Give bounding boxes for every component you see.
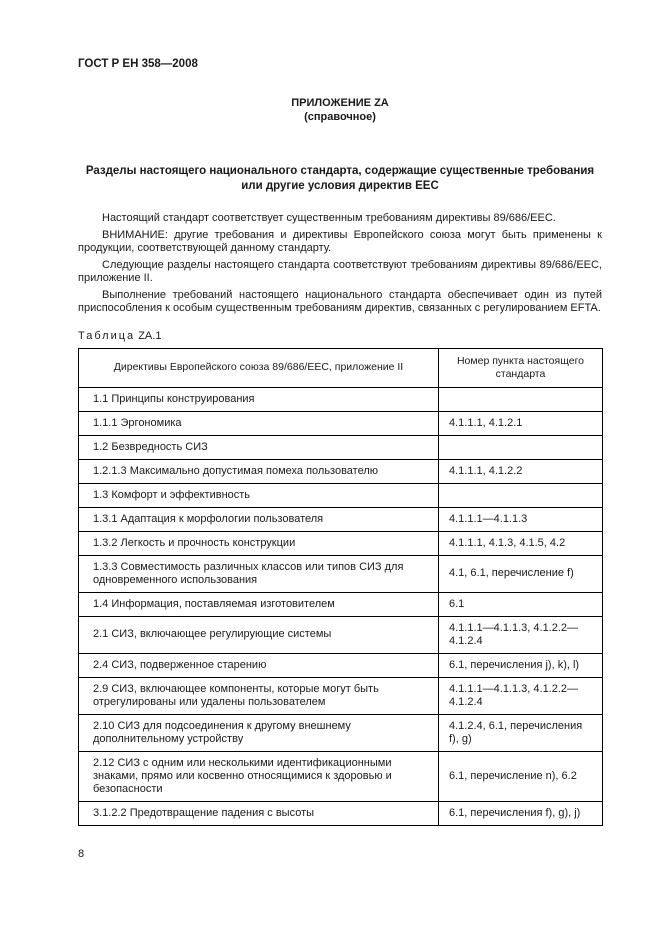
table-row — [79, 751, 603, 801]
table-label — [78, 330, 602, 342]
section-title: Разделы настоящего национального стандарта, содержащие существенные требования или другие условия директив ЕЕС — [85, 165, 595, 192]
table-row — [79, 555, 603, 592]
directive-cell: 2.10 СИЗ для подсоединения к другому внешнему дополнительному устройству — [79, 714, 439, 751]
directive-cell: 2.12 СИЗ с одним или несколькими идентификационными знаками, прямо или косвенно относящимися к здоровью и безопасности — [79, 751, 439, 801]
table-row — [79, 801, 603, 825]
appendix-heading — [78, 96, 602, 124]
column-header-directives: Директивы Европейского союза 89/686/ЕЕС, приложение II — [79, 348, 439, 387]
table-row — [79, 531, 603, 555]
table-label-number: ZA.1 — [138, 329, 162, 342]
appendix-title: ПРИЛОЖЕНИЕ ZA — [291, 97, 389, 109]
column-header-clauses: Номер пункта настоящего стандарта — [439, 348, 603, 387]
clause-cell: 4.1.1.1—4.1.1.3 — [439, 507, 603, 531]
requirements-table — [78, 348, 603, 826]
table-row — [79, 459, 603, 483]
directive-cell: 1.3.3 Совместимость различных классов или типов СИЗ для одновременного использования — [79, 555, 439, 592]
directive-cell: 1.4 Информация, поставляемая изготовителем — [79, 592, 439, 616]
table-row — [79, 616, 603, 653]
table-row — [79, 653, 603, 677]
clause-cell: 4.1.1.1, 4.1.2.2 — [439, 459, 603, 483]
page-number: 8 — [78, 848, 85, 860]
table-row — [79, 387, 603, 411]
clause-cell: 4.1.1.1, 4.1.3, 4.1.5, 4.2 — [439, 531, 603, 555]
clause-cell — [439, 435, 603, 459]
clause-cell: 4.1.1.1—4.1.1.3, 4.1.2.2—4.1.2.4 — [439, 616, 603, 653]
directive-cell: 1.2 Безвредность СИЗ — [79, 435, 439, 459]
directive-cell: 2.1 СИЗ, включающее регулирующие системы — [79, 616, 439, 653]
paragraph-warning: ВНИМАНИЕ: другие требования и директивы Европейского союза могут быть применены к продукции, соответствующей данному стандарту. — [78, 228, 602, 254]
clause-cell: 6.1 — [439, 592, 603, 616]
clause-cell: 6.1, перечисления j), k), l) — [439, 653, 603, 677]
table-row — [79, 714, 603, 751]
clause-cell: 4.1, 6.1, перечисление f) — [439, 555, 603, 592]
document-number: ГОСТ Р ЕН 358—2008 — [78, 58, 198, 70]
table-header-row — [79, 348, 603, 387]
directive-cell: 1.1.1 Эргономика — [79, 411, 439, 435]
table-row — [79, 411, 603, 435]
page-content — [78, 58, 602, 826]
paragraph: Выполнение требований настоящего национального стандарта обеспечивает один из путей приспособления к особым существенным требованиям директив, связанных с регулированием EFTA. — [78, 288, 602, 314]
directive-cell: 2.9 СИЗ, включающее компоненты, которые могут быть отрегулированы или удалены пользователем — [79, 677, 439, 714]
paragraph: Следующие разделы настоящего стандарта соответствуют требованиям директивы 89/686/ЕЕС, приложение II. — [78, 258, 602, 284]
clause-cell: 6.1, перечисление n), 6.2 — [439, 751, 603, 801]
table-row — [79, 483, 603, 507]
clause-cell: 4.1.1.1—4.1.1.3, 4.1.2.2—4.1.2.4 — [439, 677, 603, 714]
clause-cell: 6.1, перечисления f), g), j) — [439, 801, 603, 825]
directive-cell: 1.3.1 Адаптация к морфологии пользователя — [79, 507, 439, 531]
clause-cell: 4.1.2.4, 6.1, перечисления f), g) — [439, 714, 603, 751]
clause-cell: 4.1.1.1, 4.1.2.1 — [439, 411, 603, 435]
clause-cell — [439, 483, 603, 507]
directive-cell: 2.4 СИЗ, подверженное старению — [79, 653, 439, 677]
directive-cell: 1.1 Принципы конструирования — [79, 387, 439, 411]
directive-cell: 3.1.2.2 Предотвращение падения с высоты — [79, 801, 439, 825]
clause-cell — [439, 387, 603, 411]
table-row — [79, 435, 603, 459]
directive-cell: 1.3.2 Легкость и прочность конструкции — [79, 531, 439, 555]
appendix-subtitle: (справочное) — [304, 111, 376, 123]
table-row — [79, 507, 603, 531]
table-row — [79, 677, 603, 714]
directive-cell: 1.3 Комфорт и эффективность — [79, 483, 439, 507]
directive-cell: 1.2.1.3 Максимально допустимая помеха пользователю — [79, 459, 439, 483]
paragraph: Настоящий стандарт соответствует существенным требованиям директивы 89/686/ЕЕС. — [102, 212, 556, 224]
table-row — [79, 592, 603, 616]
table-label-word: Таблица — [78, 329, 136, 342]
